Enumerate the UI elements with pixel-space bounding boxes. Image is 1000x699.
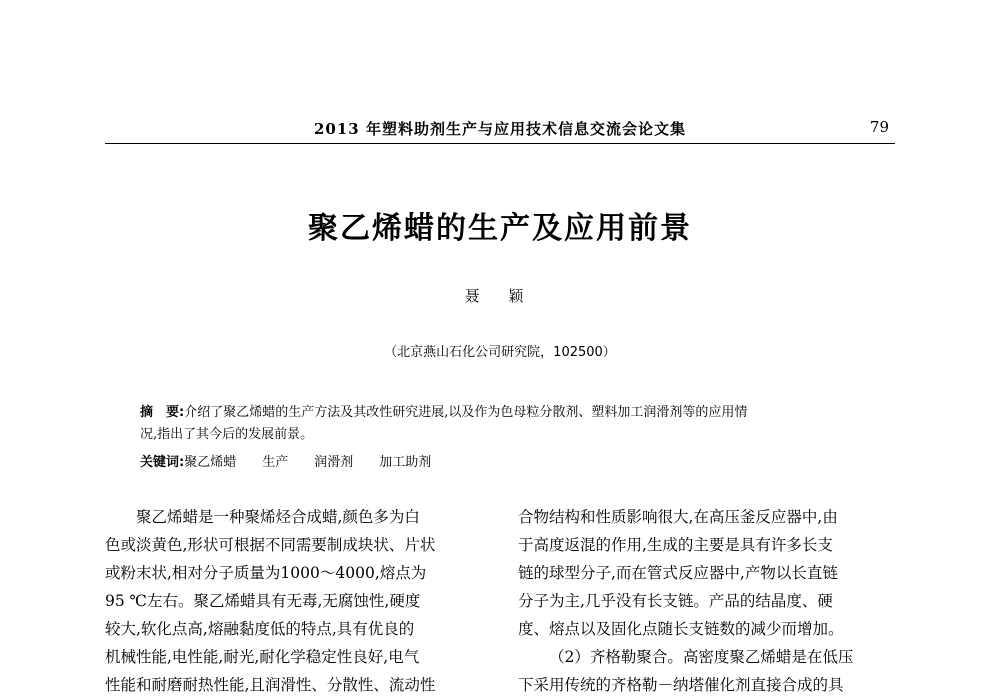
abstract — [140, 402, 870, 446]
body-line: 下采用传统的齐格勒－纳塔催化剂直接合成的具 — [518, 676, 844, 694]
body-line: 或粉末状,相对分子质量为1000～4000,熔点为 — [105, 564, 427, 582]
keywords-label: 关键词: — [140, 455, 185, 470]
body-line: 度、熔点以及固化点随长支链数的减少而增加。 — [518, 620, 844, 638]
body-line: 性能和耐磨耐热性能,且润滑性、分散性、流动性 — [105, 676, 436, 694]
body-line: 机械性能,电性能,耐光,耐化学稳定性良好,电气 — [105, 648, 420, 666]
article-title: 聚乙烯蜡的生产及应用前景 — [308, 211, 692, 246]
abstract-label: 摘 要: — [140, 405, 185, 420]
running-header — [105, 118, 895, 140]
body-line: 较大,软化点高,熔融黏度低的特点,具有优良的 — [105, 620, 415, 638]
journal-title: 2013 年塑料助剂生产与应用技术信息交流会论文集 — [314, 120, 686, 138]
body-left-column — [105, 503, 493, 699]
keywords-text: 聚乙烯蜡 生产 润滑剂 加工助剂 — [184, 455, 432, 470]
body-line: 色或淡黄色,形状可根据不同需要制成块状、片状 — [105, 536, 436, 554]
keywords — [140, 455, 870, 471]
body-line: 合物结构和性质影响很大,在高压釜反应器中,由 — [518, 508, 838, 526]
body-line: 分子为主,几乎没有长支链。产品的结晶度、硬 — [518, 592, 833, 610]
article-author: 聂 颖 — [464, 287, 536, 305]
body-line: 聚乙烯蜡是一种聚烯烃合成蜡,颜色多为白 — [136, 508, 420, 526]
page-number: 79 — [869, 118, 889, 136]
body-line: 95 ℃左右。聚乙烯蜡具有无毒,无腐蚀性,硬度 — [105, 592, 421, 610]
body-line: 于高度返混的作用,生成的主要是具有许多长支 — [518, 536, 833, 554]
abstract-text-line-2: 况,指出了其今后的发展前景。 — [140, 427, 314, 442]
author-affiliation: （北京燕山石化公司研究院，102500） — [384, 345, 616, 360]
body-line: （2）齐格勒聚合。高密度聚乙烯蜡是在低压 — [549, 648, 854, 666]
body-right-column — [518, 503, 894, 699]
header-divider — [105, 143, 895, 144]
body-line: 链的球型分子,而在管式反应器中,产物以长直链 — [518, 564, 838, 582]
abstract-text-line-1: 介绍了聚乙烯蜡的生产方法及其改性研究进展,以及作为色母粒分散剂、塑料加工润滑剂等的应用情 — [184, 405, 748, 420]
